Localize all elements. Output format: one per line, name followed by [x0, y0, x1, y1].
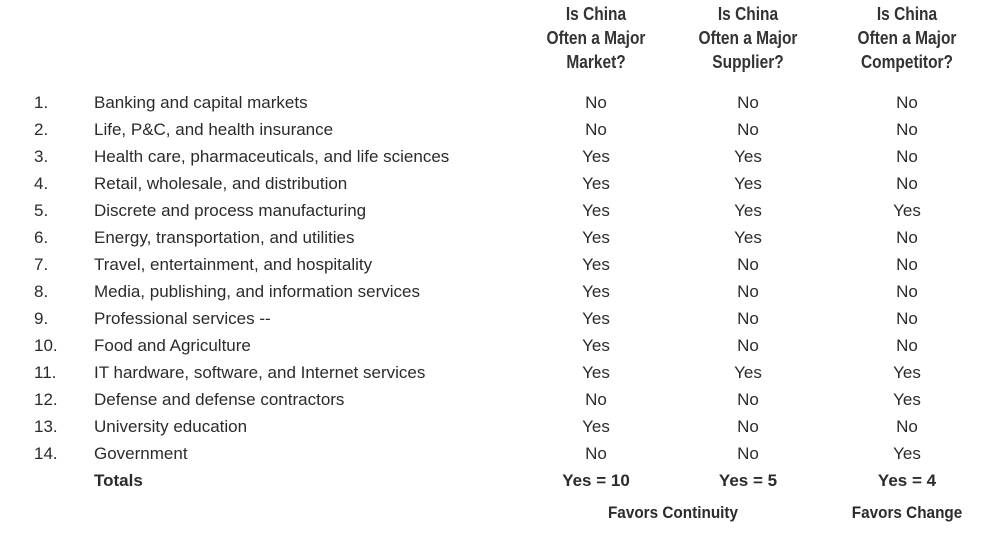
competitor-cell: Yes — [893, 390, 921, 409]
competitor-cell: Yes — [893, 201, 921, 220]
table-row — [0, 278, 983, 305]
column-header-line: Often a Major — [857, 28, 957, 48]
totals-label: Totals — [94, 471, 143, 490]
supplier-cell: Yes — [734, 228, 762, 247]
supplier-cell: No — [737, 336, 759, 355]
market-cell: Yes — [582, 255, 610, 274]
table-row — [0, 170, 983, 197]
competitor-cell: Yes — [893, 363, 921, 382]
competitor-cell: No — [896, 228, 918, 247]
market-cell: Yes — [582, 228, 610, 247]
supplier-cell: Yes — [734, 201, 762, 220]
competitor-cell: No — [896, 336, 918, 355]
column-header-line: Is China — [876, 4, 938, 24]
market-cell: No — [585, 120, 607, 139]
industry-label: Food and Agriculture — [94, 336, 251, 355]
market-cell: Yes — [582, 201, 610, 220]
table-row — [0, 440, 983, 467]
table-row — [0, 251, 983, 278]
row-number: 11. — [34, 363, 57, 382]
market-cell: Yes — [582, 174, 610, 193]
supplier-cell: No — [737, 444, 759, 463]
supplier-cell: Yes — [734, 174, 762, 193]
industry-label: Media, publishing, and information services — [94, 282, 421, 301]
competitor-cell: No — [896, 93, 918, 112]
industry-label: IT hardware, software, and Internet services — [94, 363, 426, 382]
supplier-cell: No — [737, 93, 759, 112]
market-cell: Yes — [582, 363, 610, 382]
favors-change-note: Favors Change — [851, 503, 963, 522]
supplier-cell: No — [737, 417, 759, 436]
market-cell: No — [585, 93, 607, 112]
table-row — [0, 89, 983, 116]
market-cell: No — [585, 390, 607, 409]
column-header-line: Is China — [565, 4, 627, 24]
table-row — [0, 386, 983, 413]
supplier-cell: No — [737, 255, 759, 274]
row-number: 5. — [34, 201, 49, 220]
row-number: 8. — [34, 282, 49, 301]
market-cell: No — [585, 444, 607, 463]
industry-label: Travel, entertainment, and hospitality — [94, 255, 373, 274]
competitor-cell: No — [896, 147, 918, 166]
market-cell: Yes — [582, 309, 610, 328]
totals-row — [0, 467, 983, 494]
industry-label: University education — [94, 417, 248, 436]
industry-label: Energy, transportation, and utilities — [94, 228, 355, 247]
industry-label: Government — [94, 444, 188, 463]
supplier-cell: No — [737, 309, 759, 328]
column-header-line: Often a Major — [546, 28, 646, 48]
table-row — [0, 359, 983, 386]
industry-label: Retail, wholesale, and distribution — [94, 174, 348, 193]
supplier-cell: No — [737, 390, 759, 409]
column-header-line: Market? — [566, 52, 626, 72]
column-header-supplier — [692, 2, 804, 74]
table-row — [0, 332, 983, 359]
competitor-cell: No — [896, 282, 918, 301]
row-number: 9. — [34, 309, 49, 328]
row-number: 4. — [34, 174, 49, 193]
totals-supplier: Yes = 5 — [718, 471, 778, 490]
column-header-line: Is China — [717, 4, 779, 24]
competitor-cell: No — [896, 255, 918, 274]
market-cell: Yes — [582, 147, 610, 166]
row-number: 10. — [34, 336, 58, 355]
column-header-line: Often a Major — [698, 28, 798, 48]
table-row — [0, 224, 983, 251]
supplier-cell: No — [737, 120, 759, 139]
column-header-line: Competitor? — [860, 52, 954, 72]
industry-label: Banking and capital markets — [94, 93, 308, 112]
industry-label: Health care, pharmaceuticals, and life sciences — [94, 147, 450, 166]
row-number: 3. — [34, 147, 49, 166]
table-row — [0, 116, 983, 143]
row-number: 6. — [34, 228, 49, 247]
column-header-market — [540, 2, 652, 74]
table-row — [0, 143, 983, 170]
row-number: 13. — [34, 417, 58, 436]
row-number: 2. — [34, 120, 49, 139]
table-row — [0, 197, 983, 224]
industry-label: Discrete and process manufacturing — [94, 201, 367, 220]
totals-competitor: Yes = 4 — [877, 471, 937, 490]
competitor-cell: No — [896, 417, 918, 436]
supplier-cell: No — [737, 282, 759, 301]
supplier-cell: Yes — [734, 363, 762, 382]
industry-label: Life, P&C, and health insurance — [94, 120, 334, 139]
market-cell: Yes — [582, 336, 610, 355]
supplier-cell: Yes — [734, 147, 762, 166]
table-row — [0, 305, 983, 332]
competitor-cell: Yes — [893, 444, 921, 463]
favors-continuity-note: Favors Continuity — [607, 503, 739, 522]
market-cell: Yes — [582, 282, 610, 301]
row-number: 7. — [34, 255, 49, 274]
industry-label: Professional services -- — [94, 309, 271, 328]
competitor-cell: No — [896, 174, 918, 193]
competitor-cell: No — [896, 120, 918, 139]
industry-label: Defense and defense contractors — [94, 390, 345, 409]
totals-market: Yes = 10 — [562, 471, 630, 490]
row-number: 14. — [34, 444, 58, 463]
competitor-cell: No — [896, 309, 918, 328]
market-cell: Yes — [582, 417, 610, 436]
column-header-line: Supplier? — [712, 52, 784, 72]
table-row — [0, 413, 983, 440]
column-header-competitor — [851, 2, 963, 74]
row-number: 1. — [34, 93, 49, 112]
row-number: 12. — [34, 390, 58, 409]
